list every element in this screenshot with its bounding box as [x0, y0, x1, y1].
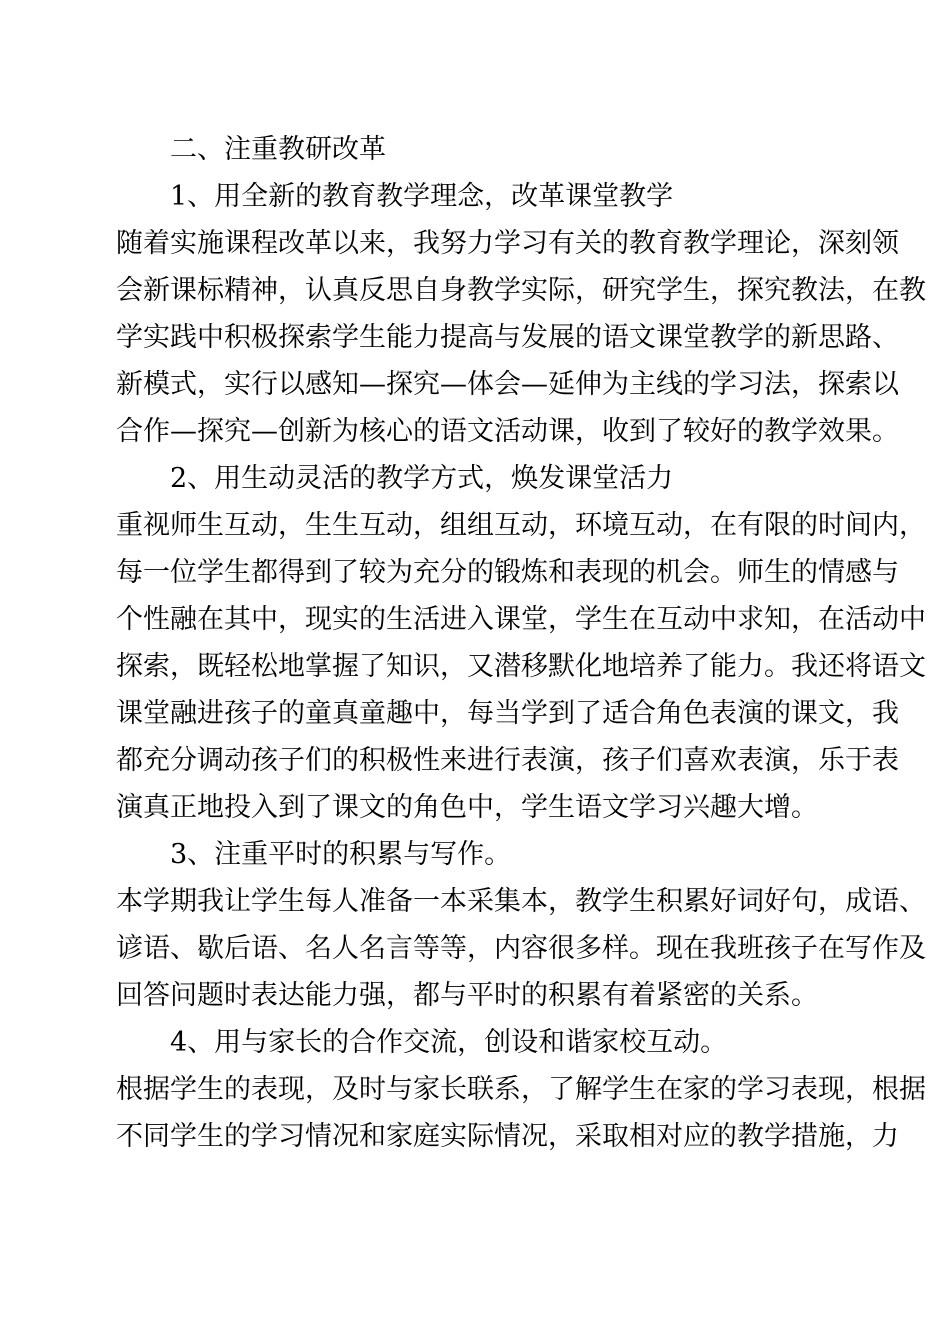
- paragraph-line: 个性融在其中，现实的生活进入课堂，学生在互动中求知，在活动中: [116, 604, 926, 635]
- subheading-2: 2、用生动灵活的教学方式，焕发课堂活力: [170, 463, 674, 494]
- paragraph-line: 每一位学生都得到了较为充分的锻炼和表现的机会。师生的情感与: [116, 557, 899, 588]
- paragraph-line: 不同学生的学习情况和家庭实际情况，采取相对应的教学措施，力: [116, 1121, 899, 1152]
- paragraph-line: 本学期我让学生每人准备一本采集本，教学生积累好词好句，成语、: [116, 886, 926, 917]
- subheading-1: 1、用全新的教育教学理念，改革课堂教学: [170, 181, 674, 212]
- paragraph-line: 回答问题时表达能力强，都与平时的积累有着紧密的关系。: [116, 980, 818, 1011]
- document-body: [116, 126, 926, 1160]
- paragraph-line: 学实践中积极探索学生能力提高与发展的语文课堂教学的新思路、: [116, 322, 899, 353]
- paragraph-line: 谚语、歇后语、名人名言等等，内容很多样。现在我班孩子在写作及: [116, 933, 926, 964]
- paragraph-line: 重视师生互动，生生互动，组组互动，环境互动，在有限的时间内，: [116, 510, 926, 541]
- paragraph-line: 根据学生的表现，及时与家长联系，了解学生在家的学习表现，根据: [116, 1074, 926, 1105]
- paragraph-line: 课堂融进孩子的童真童趣中，每当学到了适合角色表演的课文，我: [116, 698, 899, 729]
- subheading-4: 4、用与家长的合作交流，创设和谐家校互动。: [170, 1027, 728, 1058]
- subheading-3: 3、注重平时的积累与写作。: [170, 839, 512, 870]
- paragraph-line: 会新课标精神，认真反思自身教学实际，研究学生，探究教法，在教: [116, 275, 926, 306]
- paragraph-line: 新模式，实行以感知—探究—体会—延伸为主线的学习法，探索以: [116, 369, 899, 400]
- paragraph-line: 合作—探究—创新为核心的语文活动课，收到了较好的教学效果。: [116, 416, 899, 447]
- paragraph-line: 演真正地投入到了课文的角色中，学生语文学习兴趣大增。: [116, 792, 818, 823]
- paragraph-line: 都充分调动孩子们的积极性来进行表演，孩子们喜欢表演，乐于表: [116, 745, 899, 776]
- section-heading: 二、注重教研改革: [170, 134, 386, 165]
- paragraph-line: 探索，既轻松地掌握了知识，又潜移默化地培养了能力。我还将语文: [116, 651, 926, 682]
- paragraph-line: 随着实施课程改革以来，我努力学习有关的教育教学理论，深刻领: [116, 228, 899, 259]
